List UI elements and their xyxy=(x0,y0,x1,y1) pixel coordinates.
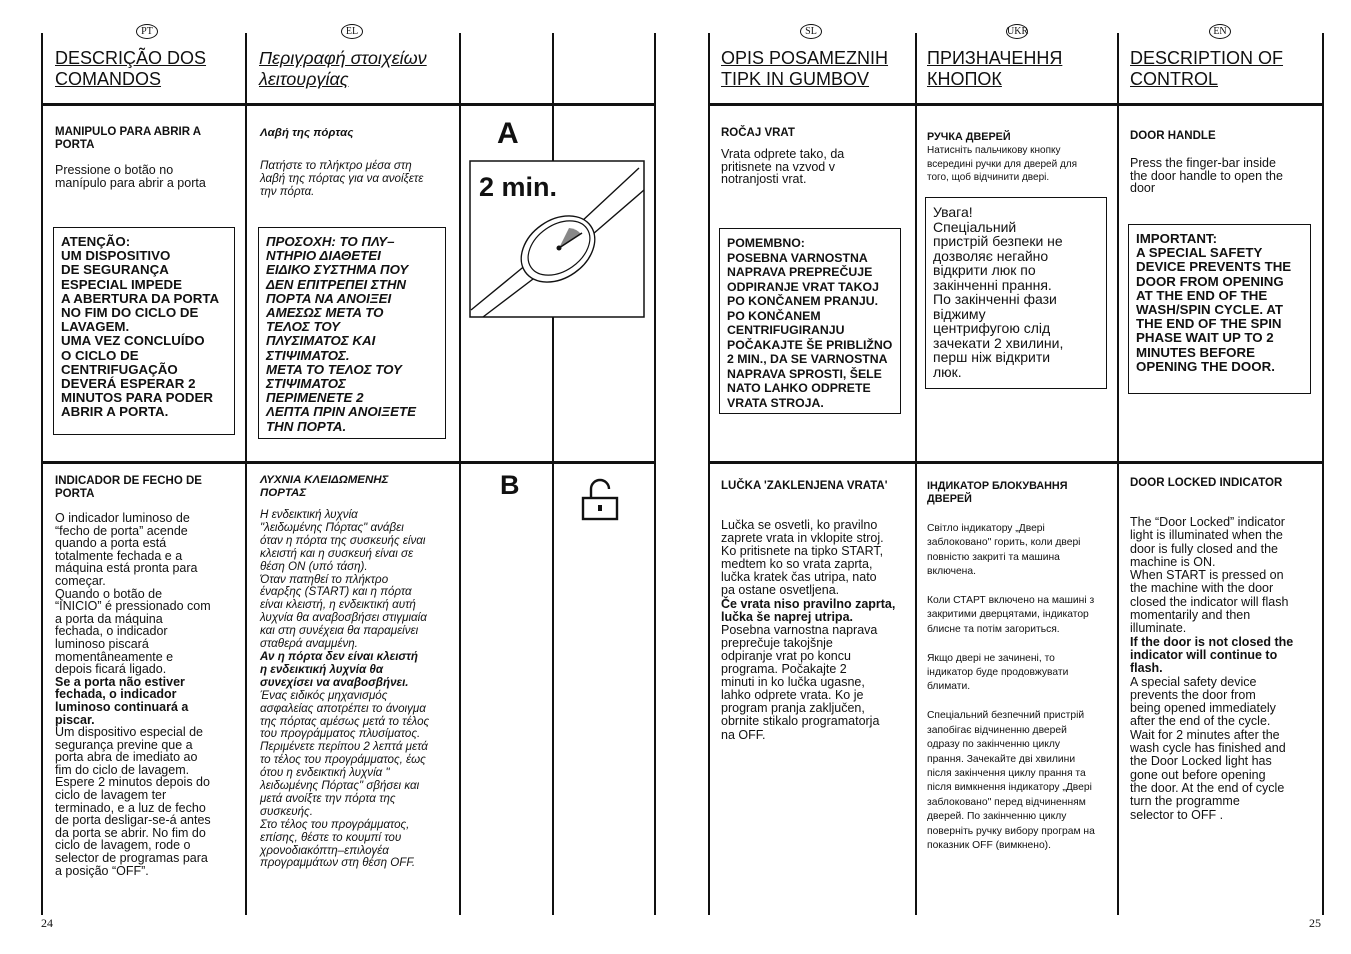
padlock-icon xyxy=(581,478,619,522)
page-number-left: 24 xyxy=(41,916,53,930)
warning-box-ukr: Увага! Спеціальний пристрій безпеки не дозволяє негайно відкрити люк по закінченні прання. По закінченні фази віджиму центрифугою слід зачекати 2 хвилини, перш ніж відкрити люк. xyxy=(925,197,1107,389)
warning-box-pt: ATENÇÃO: UM DISPOSITIVO DE SEGURANÇA ESPECIAL IMPEDE A ABERTURA DA PORTA NO FIM DO CICLO DE LAVAGEM. UMA VEZ CONCLUÍDO O CICLO DE CENTRIFUGAÇÃO DEVERÁ ESPERAR 2 MINUTOS PARA PODER ABRIR A PORTA. xyxy=(53,227,235,435)
indicator-label-el: ΛΥΧΝΙΑ ΚΛΕΙΔΩΜΕΝΗΣ ΠΟΡΤΑΣ xyxy=(260,474,389,499)
figure-a-caption: 2 min. xyxy=(479,172,558,202)
door-handle-text-ukr: Натисніть пальчикову кнопку всередині ручки для дверей для того, щоб відчинити двері. xyxy=(927,145,1078,184)
row-rule xyxy=(708,103,1324,106)
door-handle-label-en: DOOR HANDLE xyxy=(1130,130,1216,142)
language-badge-en: EN xyxy=(1209,24,1231,39)
indicator-bold-en: If the door is not closed the indicator will continue to flash. xyxy=(1130,634,1294,676)
column-rule xyxy=(915,33,917,915)
column-rule xyxy=(1322,33,1324,915)
language-badge-ukr: UKR xyxy=(1007,26,1029,37)
row-rule xyxy=(41,103,656,106)
indicator-bold-sl: Če vrata niso pravilno zaprta, lučka še naprej utripa. xyxy=(721,596,896,624)
warning-box-en: IMPORTANT: A SPECIAL SAFETY DEVICE PREVENTS THE DOOR FROM OPENING AT THE END OF THE WASH/SPIN CYCLE. AT THE END OF THE SPIN PHASE WAIT UP TO 2 MINUTES BEFORE OPENING THE DOOR. xyxy=(1128,224,1311,394)
door-handle-label-sl: ROČAJ VRAT xyxy=(721,127,795,139)
indicator-bold-el: Αν η πόρτα δεν είναι κλειστή η ενδεικτική λυχνία θα συνεχίσει να αναβοσβήνει. xyxy=(260,649,418,689)
door-handle-label-el: Λαβή της πόρτας xyxy=(260,127,354,139)
section-heading-en: DESCRIPTION OF CONTROL xyxy=(1130,48,1284,89)
column-rule xyxy=(41,33,43,915)
column-rule xyxy=(245,33,247,915)
figure-a-illustration xyxy=(469,160,645,318)
indicator-bold-pt: Se a porta não estiver fechada, o indicador luminoso continuará a piscar. xyxy=(55,674,189,727)
section-heading-ukr: ПРИЗНАЧЕННЯ КНОПОК xyxy=(927,48,1063,89)
indicator-text-ukr: Світло індикатору „Двері заблоковано" горить, коли двері повністю закриті та машина включена. Коли СТАРТ включено на машині з закритими дверцятами, індикатор блисне та потім загориться. Якщо двері не зачинені, то індикатор буде продовжувати блимати. Спеціальний безпечний пристрій запобігає відчиненню дверей одразу по закінченню циклу прання. Зачекайте дві хвилини після закінчення циклу прання та після вимкнення індикатору „Двері заблоковано" перед відчиненням дверей. По закінченню циклу поверніть ручку вибору програм на показник OFF (вимкнено). xyxy=(927,523,1095,851)
door-handle-label-pt: MANIPULO PARA ABRIR A PORTA xyxy=(55,126,202,151)
section-heading-pt: DESCRIÇÃO DOS COMANDOS xyxy=(55,48,207,89)
indicator-text-sl: Lučka se osvetli, ko pravilno zaprete vrata in vklopite stroj. Ko pritisnete na tipko START, medtem ko so vrata zaprta, lučka kratek čas utripa, nato pa ostane osvetljena. Če vrata niso pravilno zaprta, lučka še naprej utripa. Posebna varnostna naprava preprečuje takojšnje odpiranje vrat po koncu programa. Počakajte 2 minuti in ko lučka ugasne, lahko odprete vrata. Ko je program pranja zaključen, obrnite stikalo programatorja na OFF. xyxy=(721,518,896,742)
row-rule xyxy=(708,461,1324,464)
row-rule xyxy=(41,461,656,464)
column-rule xyxy=(654,33,656,915)
door-handle-text-el: Πατήστε το πλήκτρο μέσα στη λαβή της πόρτας για να ανοίξετε την πόρτα. xyxy=(260,159,424,198)
door-handle-label-ukr: РУЧКА ДВЕРЕЙ xyxy=(927,131,1011,143)
indicator-label-ukr: ІНДИКАТОР БЛОКУВАННЯ ДВЕРЕЙ xyxy=(927,480,1068,505)
indicator-label-en: DOOR LOCKED INDICATOR xyxy=(1130,477,1283,489)
figure-a-letter: A xyxy=(497,117,519,150)
language-badge-pt: PT xyxy=(136,24,158,39)
section-heading-sl: OPIS POSAMEZNIH TIPK IN GUMBOV xyxy=(721,48,889,89)
door-handle-text-en: Press the finger-bar inside the door handle to open the door xyxy=(1130,156,1283,196)
indicator-text-el: Η ενδεικτική λυχνία "λειδωμένης Πόρτας" ανάβει όταν η πόρτα της συσκευής είναι κλειστή και η συσκευή είναι σε θέση ON (υπό τάση). Όταν πατηθεί το πλήκτρο έναρξης (START) και η πόρτα είναι κλειστή, η ενδεικτική αυτή λυχνία θα αναβοσβήσει στιγμιαία και στη συνέχεια θα παραμείνει σταθερά αναμμένη. Αν η πόρτα δεν είναι κλειστή η ενδεικτική λυχνία θα συνεχίσει να αναβοσβήνει. Ένας ειδικός μηχανισμός ασφαλείας αποτρέπει το άνοιγμα της πόρτας αμέσως μετά το τέλος του προγράμματος πλυσίματος. Περιμένετε περίπου 2 λεπτά μετά το τέλος του προγράμματος, έως ότου η ενδεικτική λυχνία " λειδωμένης Πόρτας" σβήσει και μετά ανοίξτε την πόρτα της συσκευής. Στο τέλος του προγράμματος, επίσης, θέστε το κουμπί του χρονοδιακόπτη–επιλογέα προγραμμάτων στη θέση OFF. xyxy=(260,508,430,870)
indicator-text-en: The “Door Locked” indicator light is illuminated when the door is fully closed and the machine is ON. When START is pressed on the machine with the door closed the indicator will flash momentarily and then illuminate. If the door is not closed the indicator will continue to flash. A special safety device prevents the door from being opened immediately after the end of the cycle. Wait for 2 minutes after the wash cycle has finished and the Door Locked light has gone out before opening the door. At the end of cycle turn the programme selector to OFF . xyxy=(1130,515,1294,822)
section-heading-el: Περιγραφή στοιχείων λειτουργίας xyxy=(259,48,427,89)
column-rule xyxy=(1117,33,1119,915)
warning-box-sl: POMEMBNO: POSEBNA VARNOSTNA NAPRAVA PREPREČUJE ODPIRANJE VRAT TAKOJ PO KONČANEM PRANJU. PO KONČANEM CENTRIFUGIRANJU POČAKAJTE ŠE PRIBLIŽNO 2 MIN., DA SE VARNOSTNA NAPRAVA SPROSTI, ŠELE NATO LAHKO ODPRETE VRATA STROJA. xyxy=(719,228,901,414)
door-handle-text-pt: Pressione o botão no manípulo para abrir a porta xyxy=(55,163,206,190)
figure-b-letter: B xyxy=(500,470,520,500)
column-rule xyxy=(708,33,710,915)
indicator-label-pt: INDICADOR DE FECHO DE PORTA xyxy=(55,475,202,500)
page-number-right: 25 xyxy=(1309,916,1321,930)
warning-box-el: ΠΡΟΣΟΧΗ: ΤΟ ΠΛΥ– ΝΤΗΡΙΟ ΔΙΑΘΕΤΕΙ ΕΙΔΙΚΟ ΣΥΣΤΗΜΑ ΠΟΥ ΔΕΝ ΕΠΙΤΡΕΠΕΙ ΣΤΗΝ ΠΟΡΤΑ ΝΑ ΑΝΟΙΞΕΙ ΑΜΕΣΩΣ ΜΕΤΑ ΤΟ ΤΕΛΟΣ ΤΟΥ ΠΛΥΣΙΜΑΤΟΣ ΚΑΙ ΣΤΙΨΙΜΑΤΟΣ. ΜΕΤΑ ΤΟ ΤΕΛΟΣ ΤΟΥ ΣΤΙΨΙΜΑΤΟΣ ΠΕΡΙΜΕΝΕΤΕ 2 ΛΕΠΤΑ ΠΡΙΝ ΑΝΟΙΞΕΤΕ ΤΗΝ ΠΟΡΤΑ. xyxy=(258,227,446,439)
column-rule xyxy=(459,33,461,915)
indicator-label-sl: LUČKA 'ZAKLENJENA VRATA' xyxy=(721,480,888,492)
language-badge-sl: SL xyxy=(800,24,822,39)
indicator-text-pt: O indicador luminoso de “fecho de porta” acende quando a porta está totalmente fechada e a máquina está pronta para começar. Quando o botão de “INICIO” é pressionado com a porta da máquina fechada, o indicador luminoso piscará momentâneamente e depois ficará ligado. Se a porta não estiver fechada, o indicador luminoso continuará a piscar. Um dispositivo especial de segurança previne que a porta abra de imediato ao fim do ciclo de lavagem. Espere 2 minutos depois do ciclo de lavagem ter terminado, e a luz de fecho de porta desligar-se-á antes da porta se abrir. No fim do ciclo de lavagem, rode o selector de programas para a posição “OFF”. xyxy=(55,511,211,878)
language-badge-el: EL xyxy=(341,24,363,39)
door-handle-text-sl: Vrata odprete tako, da pritisnete na vzvod v notranjosti vrat. xyxy=(721,147,845,187)
